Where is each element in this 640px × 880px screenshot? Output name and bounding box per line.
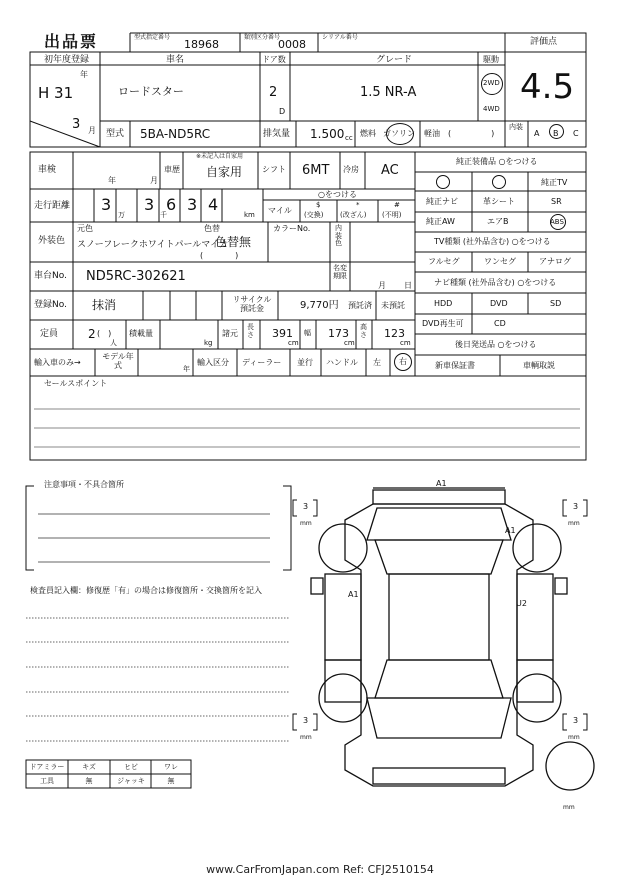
parts-tools-value: 無 <box>85 777 93 785</box>
parts-header-crack: ヒビ <box>124 763 138 771</box>
history-value: 自家用 <box>206 165 243 179</box>
capacity-unit: 人 <box>110 339 117 347</box>
first-reg-month: 3 <box>72 117 81 132</box>
tire-rear-left: 3 <box>303 716 309 725</box>
mileage-digit-1: 3 <box>101 195 112 214</box>
inspector-label: 検査員記入欄：修復歴「有」の場合は修復箇所・交換箇所を記入 <box>30 586 262 595</box>
inspection-label: 車検 <box>38 165 57 175</box>
reg-no-value: 抹消 <box>92 298 117 312</box>
unknown-label: (不明) <box>382 211 402 219</box>
history-note: ※未記入は自家用 <box>196 153 244 160</box>
sunroof: SR <box>551 197 562 206</box>
dimensions-label: 諸元 <box>222 329 238 338</box>
shift-value: 6MT <box>302 163 330 178</box>
height-value: 123 <box>384 327 405 340</box>
shift-label: シフト <box>262 165 286 174</box>
doors-label: ドア数 <box>262 55 286 64</box>
cd: CD <box>494 319 506 328</box>
load-label: 積載量 <box>129 329 153 338</box>
cooler-value: AC <box>381 163 399 178</box>
spare-tire-unit: mm <box>563 804 575 811</box>
displacement-unit: cc <box>345 134 353 142</box>
mileage-digit-2: 3 <box>144 195 155 214</box>
width-label: 幅 <box>304 329 311 337</box>
abs: ABS <box>550 218 564 226</box>
dvd: DVD <box>490 299 508 308</box>
recycle-label: リサイクル預託金 <box>232 295 272 314</box>
fuel-value: ガソリン <box>383 129 415 138</box>
manual: 車輌取説 <box>523 361 555 370</box>
recycle-not-deposited: 未預託 <box>381 301 405 310</box>
mileage-man: 万 <box>118 211 125 219</box>
repaint-value: 色替無 <box>215 235 252 249</box>
repaint-paren: ( ) <box>200 251 239 260</box>
tire-front-right-unit: mm <box>568 520 580 527</box>
inspection-year: 年 <box>108 176 116 185</box>
model-year-suffix: 年 <box>183 365 190 373</box>
color-no-label: カラーNo. <box>273 224 311 233</box>
first-reg-label: 初年度登録 <box>44 55 90 65</box>
dealer-label: ディーラー <box>242 358 282 367</box>
import-label: 輸入車のみ→ <box>34 358 81 367</box>
mileage-circle-note: ○をつける <box>318 190 357 199</box>
reg-no-label: 登録No. <box>34 300 67 310</box>
model-designation-value: 18968 <box>184 38 219 51</box>
width-unit: cm <box>344 339 355 347</box>
tire-front-left: 3 <box>303 502 309 511</box>
airbag: エアB <box>487 217 509 226</box>
exchange-label: (交換) <box>304 211 324 219</box>
model-code-label: 型式 <box>106 129 125 139</box>
tire-rear-left-unit: mm <box>300 734 312 741</box>
color-name: スノーフレークホワイトパールマイカ <box>77 240 228 250</box>
mile-label: マイル <box>268 206 292 215</box>
mileage-label: 走行距離 <box>34 201 71 211</box>
dvd-play: DVD再生可 <box>422 319 464 328</box>
displacement-value: 1.500 <box>310 127 345 141</box>
grade-label: グレード <box>376 55 413 65</box>
score-label: 評価点 <box>530 37 558 47</box>
height-label: 高さ <box>360 323 367 339</box>
tampered-label: (改ざん) <box>340 211 367 219</box>
name-change-day: 日 <box>404 281 412 290</box>
load-unit: kg <box>204 339 213 347</box>
tampered-symbol: * <box>356 201 360 209</box>
mileage-digit-3: 6 <box>166 195 177 214</box>
length-value: 391 <box>272 327 293 340</box>
capacity-paren: ( ) <box>97 329 112 338</box>
chassis-label: 車台No. <box>34 271 67 281</box>
name-change-label: 名変期限 <box>333 264 347 280</box>
tire-front-left-unit: mm <box>300 520 312 527</box>
recycle-deposited: 預託済 <box>348 301 372 310</box>
width-value: 173 <box>328 327 349 340</box>
drive-4wd: 4WD <box>483 105 500 113</box>
aircon-icon <box>436 175 450 189</box>
interior-a: A <box>534 129 540 138</box>
car-damage-diagram <box>285 470 595 800</box>
model-code: 5BA-ND5RC <box>140 127 211 141</box>
exchange-symbol: $ <box>316 201 321 209</box>
genuine-aw: 純正AW <box>426 217 455 226</box>
color-label: 外装色 <box>38 236 66 246</box>
length-label: 長さ <box>247 323 254 339</box>
form-title: 出品票 <box>44 32 99 51</box>
docs-title: 後日発送品 ○をつける <box>455 340 537 349</box>
car-name-label: 車名 <box>166 55 185 65</box>
watermark: www.CarFromJapan.com Ref: CFJ2510154 <box>206 863 434 876</box>
tire-rear-right-unit: mm <box>568 734 580 741</box>
interior-color-label: 内装色 <box>335 224 342 248</box>
mileage-sen: 千 <box>160 211 167 219</box>
damage-mark-front-bumper: A1 <box>436 479 447 488</box>
parts-jack-label: ジャッキ <box>117 777 145 785</box>
parts-header-scratch: キズ <box>82 763 96 771</box>
serial-label: シリアル番号 <box>322 34 358 41</box>
length-unit: cm <box>288 339 299 347</box>
cooler-label: 冷房 <box>343 165 359 174</box>
parts-tools-label: 工具 <box>40 777 54 785</box>
doors-value: 2 <box>269 85 278 100</box>
genuine-tv: 純正TV <box>541 178 568 187</box>
caution-label: 注意事項・不具合箇所 <box>44 480 124 489</box>
diesel-paren: ( ) <box>448 129 495 138</box>
interior-label: 内装 <box>509 123 523 131</box>
tire-front-right: 3 <box>573 502 579 511</box>
capacity-label: 定員 <box>40 329 59 339</box>
category-value: 0008 <box>278 38 306 51</box>
hdd: HDD <box>434 299 453 308</box>
first-reg-year: H 31 <box>38 84 74 102</box>
oneseg: ワンセグ <box>484 257 516 266</box>
year-suffix: 年 <box>80 70 88 79</box>
name-change-month: 月 <box>378 281 386 290</box>
damage-mark-right-door: U2 <box>516 599 527 608</box>
parts-jack-value: 無 <box>167 777 175 785</box>
car-name: ロードスター <box>118 85 184 98</box>
navi-title: ナビ種類 (社外品含む) ○をつける <box>434 278 557 287</box>
analog: アナログ <box>539 257 571 266</box>
mileage-unit: km <box>244 211 255 219</box>
mileage-digit-4: 3 <box>187 195 198 214</box>
parallel-label: 並行 <box>297 358 313 367</box>
leather-seat: 革シート <box>483 197 515 206</box>
interior-b: B <box>553 129 559 138</box>
sales-point-label: セールスポイント <box>44 379 108 388</box>
sd: SD <box>550 299 562 308</box>
score-value: 4.5 <box>520 67 575 107</box>
model-designation-label: 型式指定番号 <box>134 34 171 41</box>
genuine-navi: 純正ナビ <box>426 197 458 206</box>
model-year-label: モデル年式 <box>102 352 134 371</box>
damage-mark-left-door: A1 <box>348 590 359 599</box>
repaint-label: 色替 <box>204 224 220 233</box>
displacement-label: 排気量 <box>263 129 291 139</box>
warranty: 新車保証書 <box>435 361 475 370</box>
handle-label: ハンドル <box>326 358 358 367</box>
tire-rear-right: 3 <box>573 716 579 725</box>
fuel-label: 燃料 <box>360 129 376 138</box>
grade-value: 1.5 NR-A <box>360 85 417 100</box>
history-label: 車歴 <box>164 165 180 174</box>
interior-c: C <box>573 129 579 138</box>
height-unit: cm <box>400 339 411 347</box>
parts-header-break: ワレ <box>164 763 178 771</box>
recycle-value: 9,770円 <box>300 300 339 311</box>
parts-header-mirror: ドアミラー <box>29 763 65 771</box>
power-window-icon <box>492 175 506 189</box>
equipment-title: 純正装備品 ○をつける <box>456 157 538 166</box>
drive-label: 駆動 <box>483 55 499 64</box>
tv-title: TV種類 (社外品含む) ○をつける <box>434 237 551 246</box>
category-label: 類別区分番号 <box>244 34 281 41</box>
drive-2wd: 2WD <box>483 79 500 87</box>
original-color-label: 元色 <box>77 224 93 233</box>
mileage-digit-5: 4 <box>208 195 219 214</box>
damage-mark-right-front: A1 <box>505 526 516 535</box>
right-label: 右 <box>399 357 407 366</box>
fullseg: フルセグ <box>428 257 460 266</box>
unknown-symbol: # <box>394 201 400 209</box>
diesel-label: 軽油 <box>424 129 440 138</box>
import-class-label: 輸入区分 <box>197 358 229 367</box>
month-suffix: 月 <box>88 126 96 135</box>
inspection-month: 月 <box>150 176 158 185</box>
doors-suffix: D <box>279 107 286 116</box>
left-label: 左 <box>373 358 381 367</box>
capacity-value: 2 <box>88 327 96 341</box>
chassis-value: ND5RC-302621 <box>86 269 186 284</box>
